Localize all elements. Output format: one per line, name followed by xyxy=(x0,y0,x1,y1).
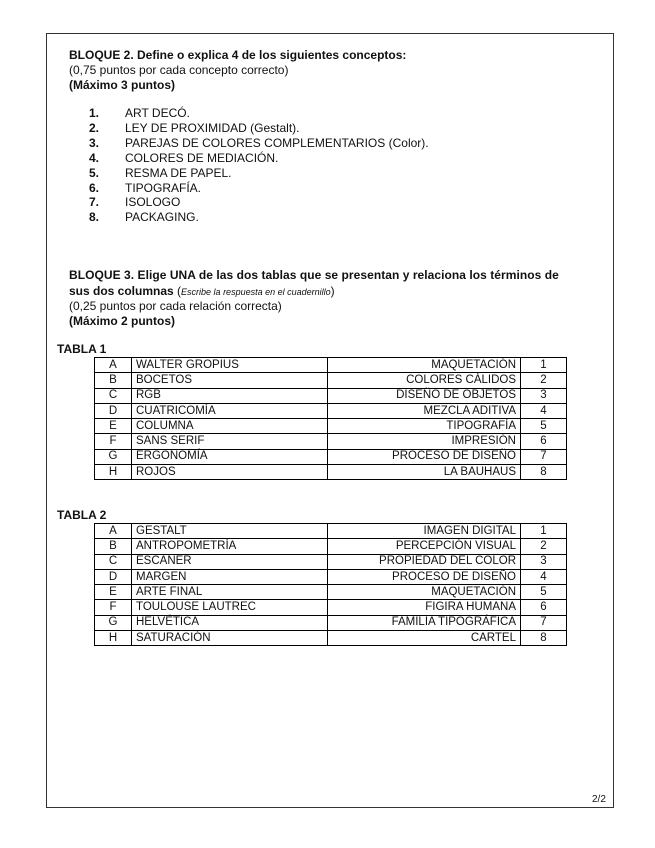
row-number: 4 xyxy=(521,403,567,418)
right-term: CARTEL xyxy=(328,631,521,646)
table-row xyxy=(95,373,567,388)
row-letter: F xyxy=(95,434,132,449)
bloque3-points: (0,25 puntos por cada relación correcta) xyxy=(69,299,282,313)
right-term: IMPRESIÓN xyxy=(328,434,521,449)
left-term: ANTROPOMETRÍA xyxy=(132,539,328,554)
table-row xyxy=(95,554,567,569)
item-text: RESMA DE PAPEL. xyxy=(125,165,232,180)
row-number: 3 xyxy=(521,388,567,403)
row-letter: B xyxy=(95,373,132,388)
table-row xyxy=(95,419,567,434)
row-number: 8 xyxy=(521,631,567,646)
table-row xyxy=(95,449,567,464)
item-number: 8. xyxy=(89,210,100,225)
bloque2-max: (Máximo 3 puntos) xyxy=(69,78,176,92)
item-text: TIPOGRAFÍA. xyxy=(125,180,202,195)
right-term: FAMILIA TIPOGRÁFICA xyxy=(328,615,521,630)
row-letter: B xyxy=(95,539,132,554)
item-number: 4. xyxy=(89,150,100,165)
row-letter: G xyxy=(95,615,132,630)
table-row xyxy=(95,388,567,403)
item-text: COLORES DE MEDIACIÓN. xyxy=(125,150,279,165)
left-term: HELVÉTICA xyxy=(132,615,328,630)
table-row xyxy=(95,600,567,615)
left-term: SATURACIÓN xyxy=(132,631,328,646)
item-number: 6. xyxy=(89,180,100,195)
right-term: DISEÑO DE OBJETOS xyxy=(328,388,521,403)
item-number: 7. xyxy=(89,195,100,210)
left-term: ERGONOMÍA xyxy=(132,449,328,464)
row-letter: A xyxy=(95,358,132,373)
table-row xyxy=(95,403,567,418)
row-number: 8 xyxy=(521,465,567,480)
right-term: PROCESO DE DISEÑO xyxy=(328,569,521,584)
table-row xyxy=(95,631,567,646)
row-number: 4 xyxy=(521,569,567,584)
right-term: FIGIRA HUMANA xyxy=(328,600,521,615)
table-row xyxy=(95,539,567,554)
bloque2-points: (0,75 puntos por cada concepto correcto) xyxy=(69,63,289,77)
tabla2-title: TABLA 2 xyxy=(57,508,107,522)
tabla1 xyxy=(94,357,567,480)
left-term: WALTER GROPIUS xyxy=(132,358,328,373)
left-term: ROJOS xyxy=(132,465,328,480)
bloque3-title-cont: sus dos columnas xyxy=(69,284,174,298)
row-letter: H xyxy=(95,631,132,646)
right-term: PROPIEDAD DEL COLOR xyxy=(328,554,521,569)
left-term: CUATRICOMÍA xyxy=(132,403,328,418)
left-term: ESCANER xyxy=(132,554,328,569)
row-letter: A xyxy=(95,524,132,539)
right-term: MAQUETACIÓN xyxy=(328,358,521,373)
item-text: PACKAGING. xyxy=(125,210,199,225)
row-number: 3 xyxy=(521,554,567,569)
row-number: 2 xyxy=(521,373,567,388)
list-item xyxy=(89,151,429,166)
concepts-list xyxy=(89,106,429,225)
table-row xyxy=(95,434,567,449)
list-item xyxy=(89,181,429,196)
right-term: MAQUETACIÓN xyxy=(328,585,521,600)
right-term: PROCESO DE DISEÑO xyxy=(328,449,521,464)
table-row xyxy=(95,569,567,584)
note-paren-open: ( xyxy=(173,284,182,298)
row-number: 7 xyxy=(521,615,567,630)
item-number: 2. xyxy=(89,120,100,135)
tabla1-title: TABLA 1 xyxy=(57,342,107,356)
row-number: 6 xyxy=(521,434,567,449)
left-term: TOULOUSE LAUTREC xyxy=(132,600,328,615)
right-term: LA BAUHAUS xyxy=(328,465,521,480)
right-term: TIPOGRAFÍA xyxy=(328,419,521,434)
tabla2 xyxy=(94,523,567,646)
row-letter: C xyxy=(95,554,132,569)
row-letter: E xyxy=(95,585,132,600)
list-item xyxy=(89,106,429,121)
right-term: COLORES CÁLIDOS xyxy=(328,373,521,388)
item-text: ISOLOGO xyxy=(125,195,181,210)
row-letter: G xyxy=(95,449,132,464)
bloque3-max: (Máximo 2 puntos) xyxy=(69,314,176,328)
bloque3-note: Escribe la respuesta en el cuadernillo xyxy=(181,287,331,297)
left-term: MARGEN xyxy=(132,569,328,584)
row-number: 5 xyxy=(521,419,567,434)
page-number: 2/2 xyxy=(592,794,606,805)
table-row xyxy=(95,615,567,630)
row-letter: C xyxy=(95,388,132,403)
row-letter: E xyxy=(95,419,132,434)
bloque3-title-line2 xyxy=(69,284,335,299)
left-term: SANS SERIF xyxy=(132,434,328,449)
bloque3-title: BLOQUE 3. Elige UNA de las dos tablas que se presentan y relaciona los términos de xyxy=(69,268,559,282)
left-term: RGB xyxy=(132,388,328,403)
right-term: MEZCLA ADITIVA xyxy=(328,403,521,418)
item-number: 1. xyxy=(89,106,100,120)
item-text: PAREJAS DE COLORES COMPLEMENTARIOS (Color). xyxy=(125,135,429,150)
note-paren-close: ) xyxy=(330,284,335,298)
list-item xyxy=(89,166,429,181)
row-number: 1 xyxy=(521,358,567,373)
row-letter: F xyxy=(95,600,132,615)
left-term: GESTALT xyxy=(132,524,328,539)
row-letter: D xyxy=(95,569,132,584)
row-letter: H xyxy=(95,465,132,480)
table-row xyxy=(95,524,567,539)
item-number: 3. xyxy=(89,135,100,150)
right-term: PERCEPCIÓN VISUAL xyxy=(328,539,521,554)
table-row xyxy=(95,358,567,373)
left-term: ARTE FINAL xyxy=(132,585,328,600)
item-text: LEY DE PROXIMIDAD (Gestalt). xyxy=(125,120,300,135)
row-number: 5 xyxy=(521,585,567,600)
list-item xyxy=(89,121,429,136)
left-term: BOCETOS xyxy=(132,373,328,388)
row-letter: D xyxy=(95,403,132,418)
table-row xyxy=(95,585,567,600)
item-text: ART DECÓ. xyxy=(125,106,190,120)
row-number: 1 xyxy=(521,524,567,539)
list-item xyxy=(89,195,429,210)
bloque2-title: BLOQUE 2. Define o explica 4 de los siguientes conceptos: xyxy=(69,48,407,62)
right-term: IMAGEN DIGITAL xyxy=(328,524,521,539)
table-row xyxy=(95,465,567,480)
left-term: COLUMNA xyxy=(132,419,328,434)
list-item xyxy=(89,136,429,151)
list-item xyxy=(89,210,429,225)
row-number: 6 xyxy=(521,600,567,615)
row-number: 2 xyxy=(521,539,567,554)
row-number: 7 xyxy=(521,449,567,464)
item-number: 5. xyxy=(89,165,100,180)
